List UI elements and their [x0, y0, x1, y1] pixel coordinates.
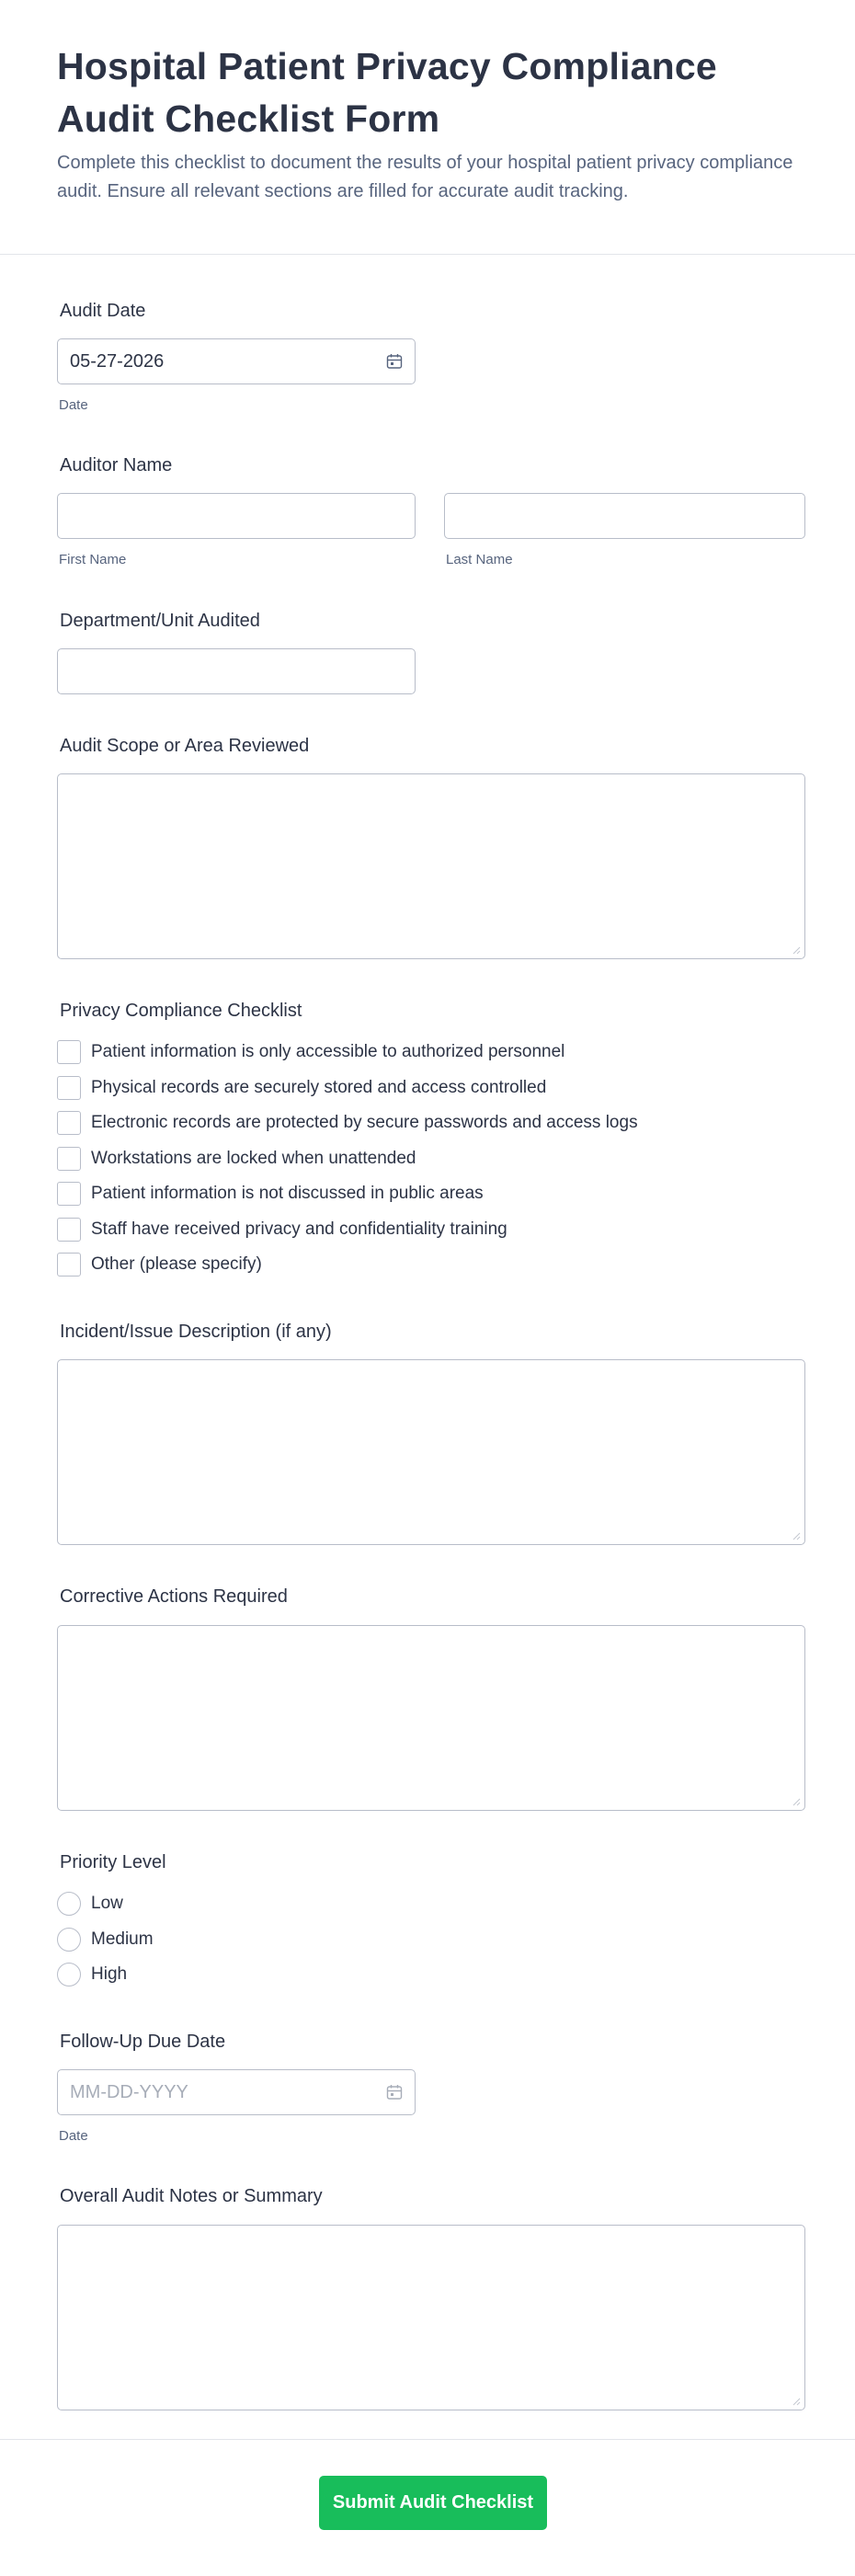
radio-button[interactable]	[57, 1928, 81, 1952]
checkbox[interactable]	[57, 1253, 81, 1277]
scope-textarea[interactable]	[57, 773, 805, 959]
form-title: Hospital Patient Privacy Compliance Audit Checklist Form	[57, 45, 717, 140]
notes-label: Overall Audit Notes or Summary	[60, 2186, 323, 2206]
checklist-item-label: Patient information is only accessible to authorized personnel	[91, 1042, 565, 1061]
corrective-textarea[interactable]	[57, 1625, 805, 1811]
audit-date-value: 05-27-2026	[70, 351, 165, 372]
priority-option-label: High	[91, 1964, 128, 1984]
checkbox[interactable]	[57, 1040, 81, 1064]
checkbox[interactable]	[57, 1076, 81, 1100]
resize-grip-icon[interactable]	[792, 945, 801, 955]
checklist-item-label: Physical records are securely stored and access controlled	[91, 1078, 547, 1097]
department-input[interactable]	[57, 648, 416, 694]
follow-up-date-input[interactable]	[57, 2069, 416, 2115]
radio-button[interactable]	[57, 1963, 81, 1986]
checklist-item-label: Other (please specify)	[91, 1254, 262, 1274]
priority-label: Priority Level	[60, 1852, 166, 1872]
checkbox[interactable]	[57, 1111, 81, 1135]
resize-grip-icon[interactable]	[792, 2397, 801, 2406]
form-header	[0, 0, 855, 255]
checkbox[interactable]	[57, 1147, 81, 1171]
department-label: Department/Unit Audited	[60, 611, 260, 631]
checklist-item-label: Electronic records are protected by secure passwords and access logs	[91, 1113, 638, 1132]
resize-grip-icon[interactable]	[792, 1531, 801, 1540]
incident-label: Incident/Issue Description (if any)	[60, 1322, 332, 1342]
auditor-name-label: Auditor Name	[60, 455, 173, 475]
resize-grip-icon[interactable]	[792, 1797, 801, 1806]
checklist-item-label: Patient information is not discussed in public areas	[91, 1184, 484, 1203]
form-description: Complete this checklist to document the results of your hospital patient privacy compliance audit. Ensure all relevant sections are filled for accurate audit tracking.	[57, 153, 793, 201]
notes-textarea[interactable]	[57, 2225, 805, 2410]
first-name-input[interactable]	[57, 493, 416, 539]
checklist-item-label: Staff have received privacy and confidentiality training	[91, 1219, 507, 1239]
incident-textarea[interactable]	[57, 1359, 805, 1545]
checkbox[interactable]	[57, 1182, 81, 1206]
calendar-icon[interactable]	[386, 353, 403, 370]
last-name-input[interactable]	[444, 493, 805, 539]
last-name-sublabel: Last Name	[446, 552, 513, 567]
calendar-icon[interactable]	[386, 2084, 403, 2101]
audit-date-sublabel: Date	[59, 397, 88, 413]
checklist-label: Privacy Compliance Checklist	[60, 1001, 302, 1021]
follow-up-label: Follow-Up Due Date	[60, 2032, 226, 2052]
checkbox[interactable]	[57, 1218, 81, 1242]
corrective-label: Corrective Actions Required	[60, 1586, 288, 1607]
checklist-item-label: Workstations are locked when unattended	[91, 1149, 416, 1168]
radio-button[interactable]	[57, 1892, 81, 1916]
follow-up-placeholder: MM-DD-YYYY	[70, 2082, 188, 2102]
follow-up-sublabel: Date	[59, 2128, 88, 2144]
scope-label: Audit Scope or Area Reviewed	[60, 736, 310, 756]
audit-date-input[interactable]	[57, 338, 416, 384]
priority-option-label: Medium	[91, 1929, 154, 1949]
audit-date-label: Audit Date	[60, 301, 146, 321]
priority-option-label: Low	[91, 1894, 123, 1913]
first-name-sublabel: First Name	[59, 552, 127, 567]
submit-button[interactable]: Submit Audit Checklist	[319, 2476, 547, 2530]
